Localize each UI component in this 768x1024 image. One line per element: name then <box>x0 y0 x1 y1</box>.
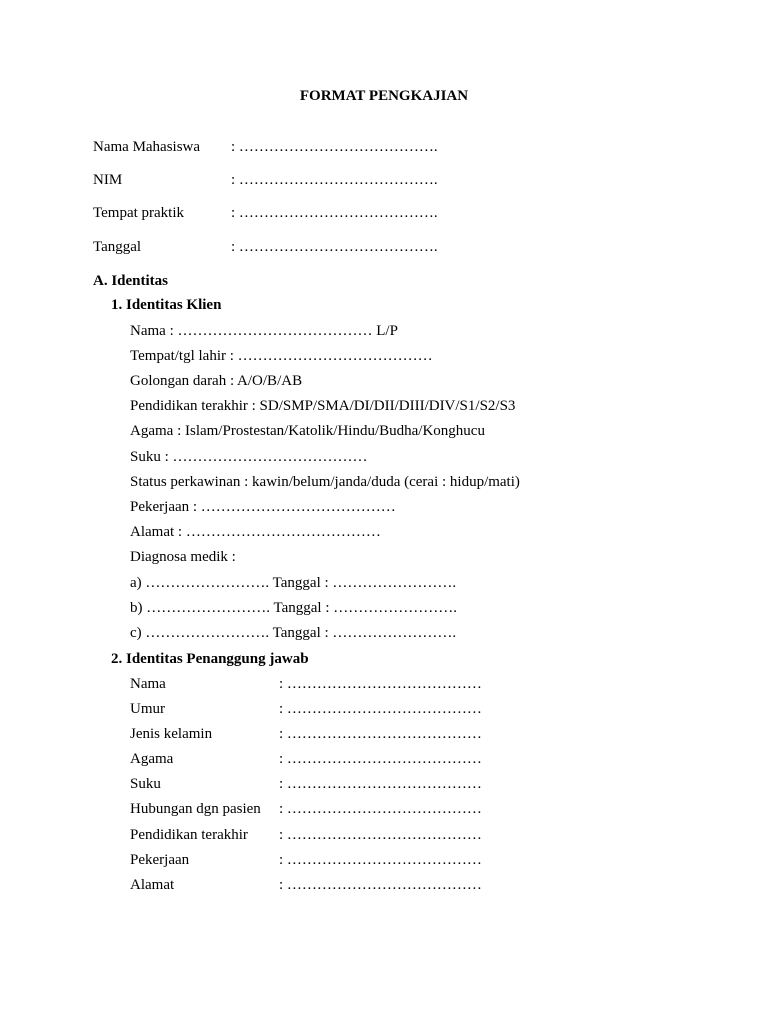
header-label-tanggal: Tanggal <box>93 239 142 255</box>
pj-label-nama: Nama <box>130 676 166 692</box>
klien-line-nama: Nama : ………………………………… L/P <box>130 323 398 339</box>
pj-value-pekerjaan: : ………………………………… <box>279 852 482 868</box>
pj-label-umur: Umur <box>130 701 165 717</box>
klien-line-diagnosa-a: a) ……………………. Tanggal : ……………………. <box>130 575 457 591</box>
header-label-nama-mahasiswa: Nama Mahasiswa <box>93 139 201 155</box>
pj-label-jenis-kelamin: Jenis kelamin <box>130 726 213 742</box>
section-heading-identitas: A. Identitas <box>93 273 169 289</box>
klien-line-diagnosa-medik: Diagnosa medik : <box>130 549 236 565</box>
pj-label-alamat: Alamat <box>130 877 175 893</box>
pj-value-umur: : ………………………………… <box>279 701 482 717</box>
pj-label-agama: Agama <box>130 751 174 767</box>
header-value-nim: : …………………………………. <box>231 172 438 188</box>
klien-line-tempat-tgl-lahir: Tempat/tgl lahir : ………………………………… <box>130 348 433 364</box>
pj-value-hubungan-dgn-pasien: : ………………………………… <box>279 801 482 817</box>
pj-label-hubungan-dgn-pasien: Hubungan dgn pasien <box>130 801 261 817</box>
klien-line-pekerjaan: Pekerjaan : ………………………………… <box>130 499 396 515</box>
pj-value-suku: : ………………………………… <box>279 776 482 792</box>
pj-label-pendidikan-terakhir: Pendidikan terakhir <box>130 827 248 843</box>
pj-label-pekerjaan: Pekerjaan <box>130 852 190 868</box>
document-title: FORMAT PENGKAJIAN <box>299 88 469 104</box>
header-label-tempat-praktik: Tempat praktik <box>93 205 185 221</box>
klien-line-diagnosa-c: c) ……………………. Tanggal : ……………………. <box>130 625 457 641</box>
pj-label-suku: Suku <box>130 776 161 792</box>
klien-line-alamat: Alamat : ………………………………… <box>130 524 381 540</box>
subsection-heading-penanggung-jawab: 2. Identitas Penanggung jawab <box>111 651 309 667</box>
klien-line-status-perkawinan: Status perkawinan : kawin/belum/janda/duda (cerai : hidup/mati) <box>130 474 520 490</box>
header-label-nim: NIM <box>93 172 123 188</box>
pj-value-nama: : ………………………………… <box>279 676 482 692</box>
header-value-tempat-praktik: : …………………………………. <box>231 205 438 221</box>
pj-value-agama: : ………………………………… <box>279 751 482 767</box>
klien-line-suku: Suku : ………………………………… <box>130 449 368 465</box>
subsection-heading-identitas-klien: 1. Identitas Klien <box>111 297 222 313</box>
klien-line-diagnosa-b: b) ……………………. Tanggal : ……………………. <box>130 600 457 616</box>
klien-line-golongan-darah: Golongan darah : A/O/B/AB <box>130 373 303 389</box>
pj-value-pendidikan-terakhir: : ………………………………… <box>279 827 482 843</box>
klien-line-agama: Agama : Islam/Prostestan/Katolik/Hindu/Budha/Konghucu <box>130 423 485 439</box>
pj-value-jenis-kelamin: : ………………………………… <box>279 726 482 742</box>
klien-line-pendidikan-terakhir: Pendidikan terakhir : SD/SMP/SMA/DI/DII/DIII/DIV/S1/S2/S3 <box>130 398 516 414</box>
header-value-nama-mahasiswa: : …………………………………. <box>231 139 438 155</box>
pj-value-alamat: : ………………………………… <box>279 877 482 893</box>
header-value-tanggal: : …………………………………. <box>231 239 438 255</box>
